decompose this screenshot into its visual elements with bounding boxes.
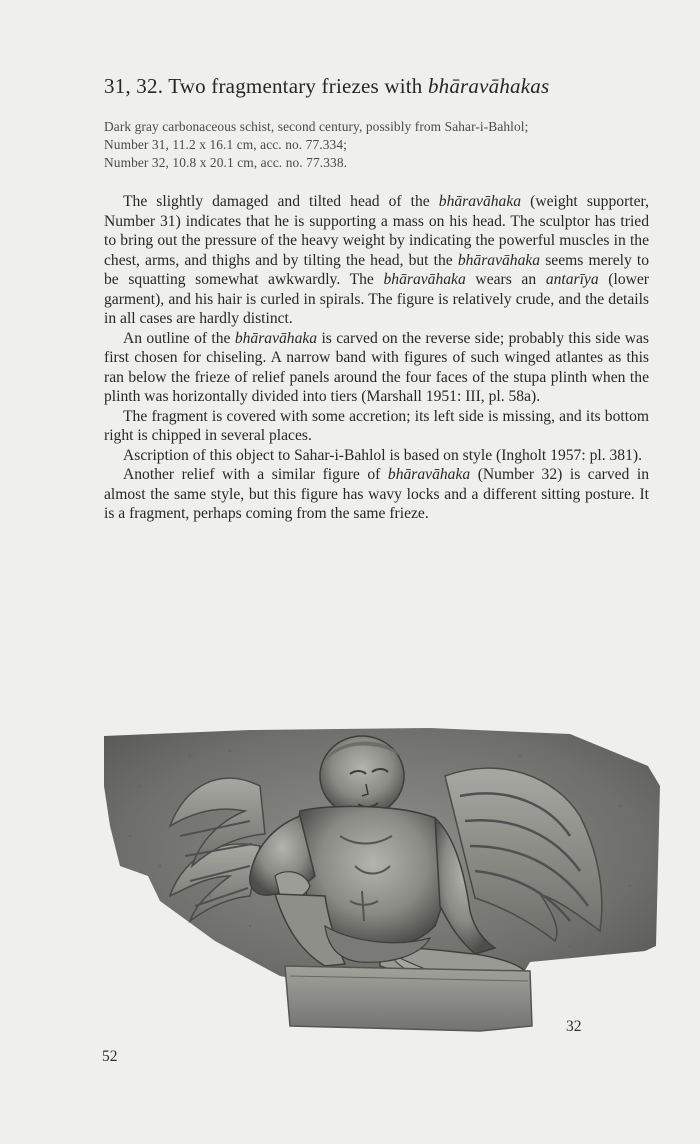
paragraph-3: The fragment is covered with some accretion; its left side is missing, and its bottom right is chipped in several places. xyxy=(104,407,649,444)
title-text: 31, 32. Two fragmentary friezes with xyxy=(104,74,428,98)
metadata-line-material: Dark gray carbonaceous schist, second century, possibly from Sahar-i-Bahlol; xyxy=(104,119,529,134)
paragraph-2: An outline of the bhāravāhaka is carved on the reverse side; probably this side was first chosen for chiseling. A narrow band with figures of such winged atlantes as this ran below the frieze of relief panels around the four faces of the stupa plinth when the plinth was horizontally divided into tiers (Marshall 1951: III, pl. 58a). xyxy=(104,329,649,405)
page-number: 52 xyxy=(102,1048,118,1065)
bharavahaka-relief-image xyxy=(100,726,664,1038)
relief-photograph xyxy=(100,726,664,1038)
title-italic-term: bhāravāhakas xyxy=(427,74,550,98)
metadata-line-number-31: Number 31, 11.2 x 16.1 cm, acc. no. 77.334; xyxy=(104,137,347,152)
metadata-line-number-32: Number 32, 10.8 x 20.1 cm, acc. no. 77.338. xyxy=(104,155,348,170)
paragraph-5: Another relief with a similar figure of bhāravāhaka (Number 32) is carved in almost the same style, but this figure has wavy locks and a different sitting posture. It is a fragment, perhaps coming from the same frieze. xyxy=(104,466,649,522)
figure-label: 32 xyxy=(566,1018,582,1035)
paragraph-1: The slightly damaged and tilted head of the bhāravāhaka (weight supporter, Number 31) indicates that he is supporting a mass on his head. The sculptor has tried to bring out the pressure of the heavy weight by indicating the powerful muscles in the chest, arms, and thighs and by tilting the head, but the bhāravāhaka seems merely to be squatting somewhat awkwardly. The bhāravāhaka wears an antarīya (lower garment), and his hair is curled in spirals. The figure is relatively crude, and the details in all cases are hardly distinct. xyxy=(104,193,649,327)
page-title xyxy=(104,72,664,100)
paragraph-4: Ascription of this object to Sahar-i-Bahlol is based on style (Ingholt 1957: pl. 381). xyxy=(123,446,642,464)
object-metadata xyxy=(104,118,664,172)
base-block xyxy=(285,966,532,1031)
body-text xyxy=(104,192,649,524)
